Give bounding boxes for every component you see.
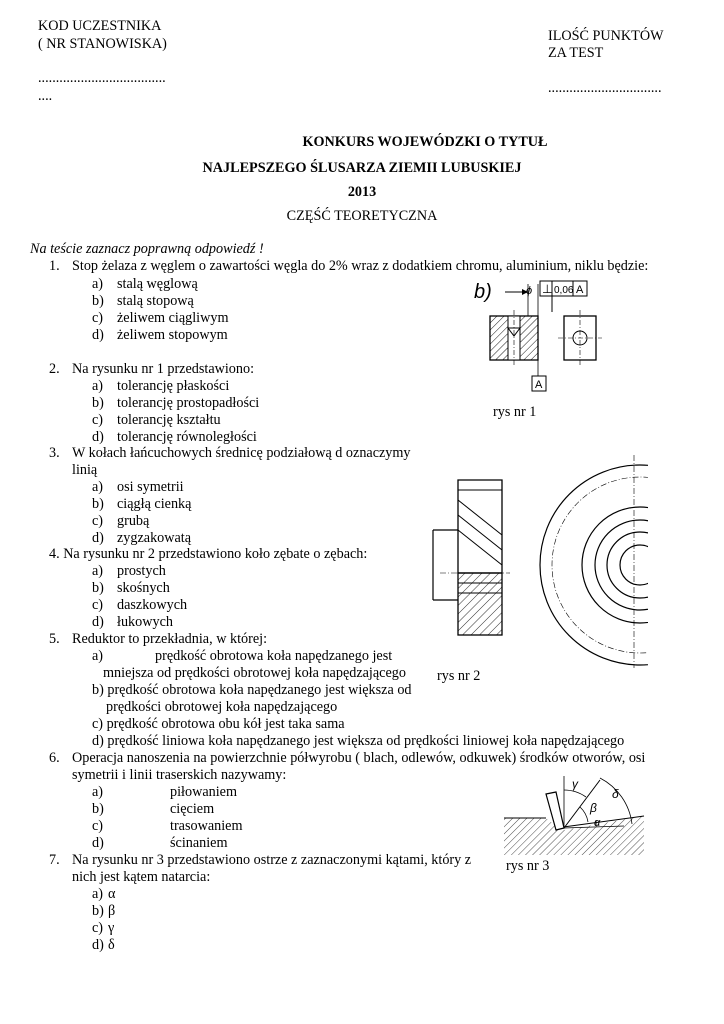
question-text-cont: linią <box>72 462 98 478</box>
option-label[interactable]: b) <box>92 293 104 309</box>
datum-ref: A <box>576 284 584 296</box>
option-text[interactable]: tolerancję prostopadłości <box>117 395 260 411</box>
beta-label: β <box>590 801 597 815</box>
option-label[interactable]: d) <box>92 530 104 546</box>
question-text: Na rysunku nr 3 przedstawiono ostrze z zaznaczonymi kątami, który z <box>72 852 472 868</box>
option-label[interactable]: b) <box>92 903 104 919</box>
option-label[interactable]: a) <box>92 784 104 800</box>
question-text-cont: symetrii i linii traserskich nazywamy: <box>72 767 287 783</box>
option-text[interactable]: β <box>108 903 116 919</box>
question-number: 3. <box>49 445 60 461</box>
question-text: Reduktor to przekładnia, w której: <box>72 631 268 647</box>
contest-title-line1: KONKURS WOJEWÓDZKI O TYTUŁ <box>302 134 548 150</box>
option-text[interactable]: b) prędkość obrotowa koła napędzanego jest większa od <box>92 682 412 698</box>
option-label[interactable]: a) <box>92 276 104 292</box>
alpha-label: α <box>594 817 601 829</box>
option-text[interactable]: żeliwem ciągliwym <box>117 310 229 326</box>
question-text: W kołach łańcuchowych średnicę podziałową d oznaczymy <box>72 445 411 461</box>
figure-2-caption: rys nr 2 <box>437 668 481 684</box>
figure-2-drawing <box>430 455 645 670</box>
option-text[interactable]: trasowaniem <box>170 818 243 834</box>
option-text[interactable]: α <box>108 886 116 902</box>
option-label[interactable]: c) <box>92 513 104 529</box>
option-text[interactable]: tolerancję kształtu <box>117 412 221 428</box>
question-number: 2. <box>49 361 60 377</box>
option-text[interactable]: prędkość obrotowa koła napędzanego jest <box>155 648 393 664</box>
participant-code-field[interactable]: .................................... <box>38 70 166 86</box>
contest-title-line2: NAJLEPSZEGO ŚLUSARZA ZIEMII LUBUSKIEJ <box>202 160 522 176</box>
participant-code-field-cont: .... <box>38 88 53 104</box>
option-label[interactable]: c) <box>92 310 104 326</box>
option-label[interactable]: d) <box>92 835 104 851</box>
option-label[interactable]: d) <box>92 429 104 445</box>
option-label[interactable]: b) <box>92 496 104 512</box>
option-label[interactable]: a) <box>92 648 104 664</box>
points-label-2: ZA TEST <box>548 45 604 61</box>
option-text[interactable]: d) prędkość liniowa koła napędzanego jest większa od prędkości liniowej koła napędzającego <box>92 733 625 749</box>
option-label[interactable]: c) <box>92 412 104 428</box>
option-text[interactable]: prostych <box>117 563 166 579</box>
option-label[interactable]: d) <box>92 937 104 953</box>
option-label[interactable]: a) <box>92 378 104 394</box>
option-text[interactable]: ścinaniem <box>170 835 228 851</box>
option-text[interactable]: łukowych <box>117 614 173 630</box>
option-text[interactable]: stalą węglową <box>117 276 198 292</box>
points-field[interactable]: ................................ <box>548 80 662 96</box>
option-text[interactable]: grubą <box>117 513 150 529</box>
option-label[interactable]: c) <box>92 818 104 834</box>
figure-1-drawing <box>470 272 630 402</box>
option-label[interactable]: c) <box>92 597 104 613</box>
question-number: 5. <box>49 631 60 647</box>
option-text-cont[interactable]: prędkości obrotowej koła napędzającego <box>106 699 338 715</box>
option-label[interactable]: a) <box>92 479 104 495</box>
option-text[interactable]: ciągłą cienką <box>117 496 192 512</box>
option-text[interactable]: skośnych <box>117 580 170 596</box>
figure-1-caption: rys nr 1 <box>493 404 537 420</box>
option-text[interactable]: osi symetrii <box>117 479 184 495</box>
question-text: Operacja nanoszenia na powierzchnie półwyrobu ( blach, odlewów, odkuwek) środków otworów, osi <box>72 750 646 766</box>
option-text[interactable]: piłowaniem <box>170 784 237 800</box>
option-text[interactable]: daszkowych <box>117 597 188 613</box>
option-text[interactable]: stalą stopową <box>117 293 194 309</box>
perpendicularity-symbol: ⊥ <box>542 282 553 296</box>
question-text: 4. Na rysunku nr 2 przedstawiono koło zębate o zębach: <box>49 546 368 562</box>
option-text[interactable]: δ <box>108 937 115 953</box>
option-label[interactable]: a) <box>92 563 104 579</box>
contest-year: 2013 <box>347 184 377 200</box>
question-number: 6. <box>49 750 60 766</box>
delta-label: δ <box>612 787 619 801</box>
question-text: Na rysunku nr 1 przedstawiono: <box>72 361 255 377</box>
option-label[interactable]: d) <box>92 327 104 343</box>
option-text[interactable]: żeliwem stopowym <box>117 327 228 343</box>
option-label[interactable]: d) <box>92 614 104 630</box>
figure-3-drawing <box>504 770 644 855</box>
option-label[interactable]: a) <box>92 886 104 902</box>
instruction: Na teście zaznacz poprawną odpowiedź ! <box>30 241 264 257</box>
figure-3-caption: rys nr 3 <box>506 858 550 874</box>
station-number-label: ( NR STANOWISKA) <box>38 36 167 52</box>
option-label[interactable]: b) <box>92 395 104 411</box>
option-text[interactable]: γ <box>108 920 115 936</box>
datum-box-label: A <box>535 379 543 391</box>
option-text-cont[interactable]: mniejsza od prędkości obrotowej koła napędzającego <box>103 665 406 681</box>
option-label[interactable]: b) <box>92 580 104 596</box>
figure-1-phi: ϕ <box>526 285 533 297</box>
option-text[interactable]: zygzakowatą <box>117 530 192 546</box>
option-text[interactable]: c) prędkość obrotowa obu kół jest taka sama <box>92 716 345 732</box>
option-text[interactable]: tolerancję równoległości <box>117 429 257 445</box>
gamma-label: γ <box>572 777 578 791</box>
test-part-title: CZĘŚĆ TEORETYCZNA <box>286 208 438 224</box>
question-text: Stop żelaza z węglem o zawartości węgla do 2% wraz z dodatkiem chromu, aluminium, niklu będzie: <box>72 258 649 274</box>
question-number: 1. <box>49 258 60 274</box>
tolerance-value: 0,06 <box>554 285 574 296</box>
option-text[interactable]: tolerancję płaskości <box>117 378 230 394</box>
question-text-cont: nich jest kątem natarcia: <box>72 869 211 885</box>
participant-code-label: KOD UCZESTNIKA <box>38 18 162 34</box>
question-number: 7. <box>49 852 60 868</box>
option-label[interactable]: b) <box>92 801 104 817</box>
option-label[interactable]: c) <box>92 920 104 936</box>
option-text[interactable]: cięciem <box>170 801 215 817</box>
points-label: ILOŚĆ PUNKTÓW <box>548 28 664 44</box>
figure-1-label-b: b) <box>474 281 492 303</box>
